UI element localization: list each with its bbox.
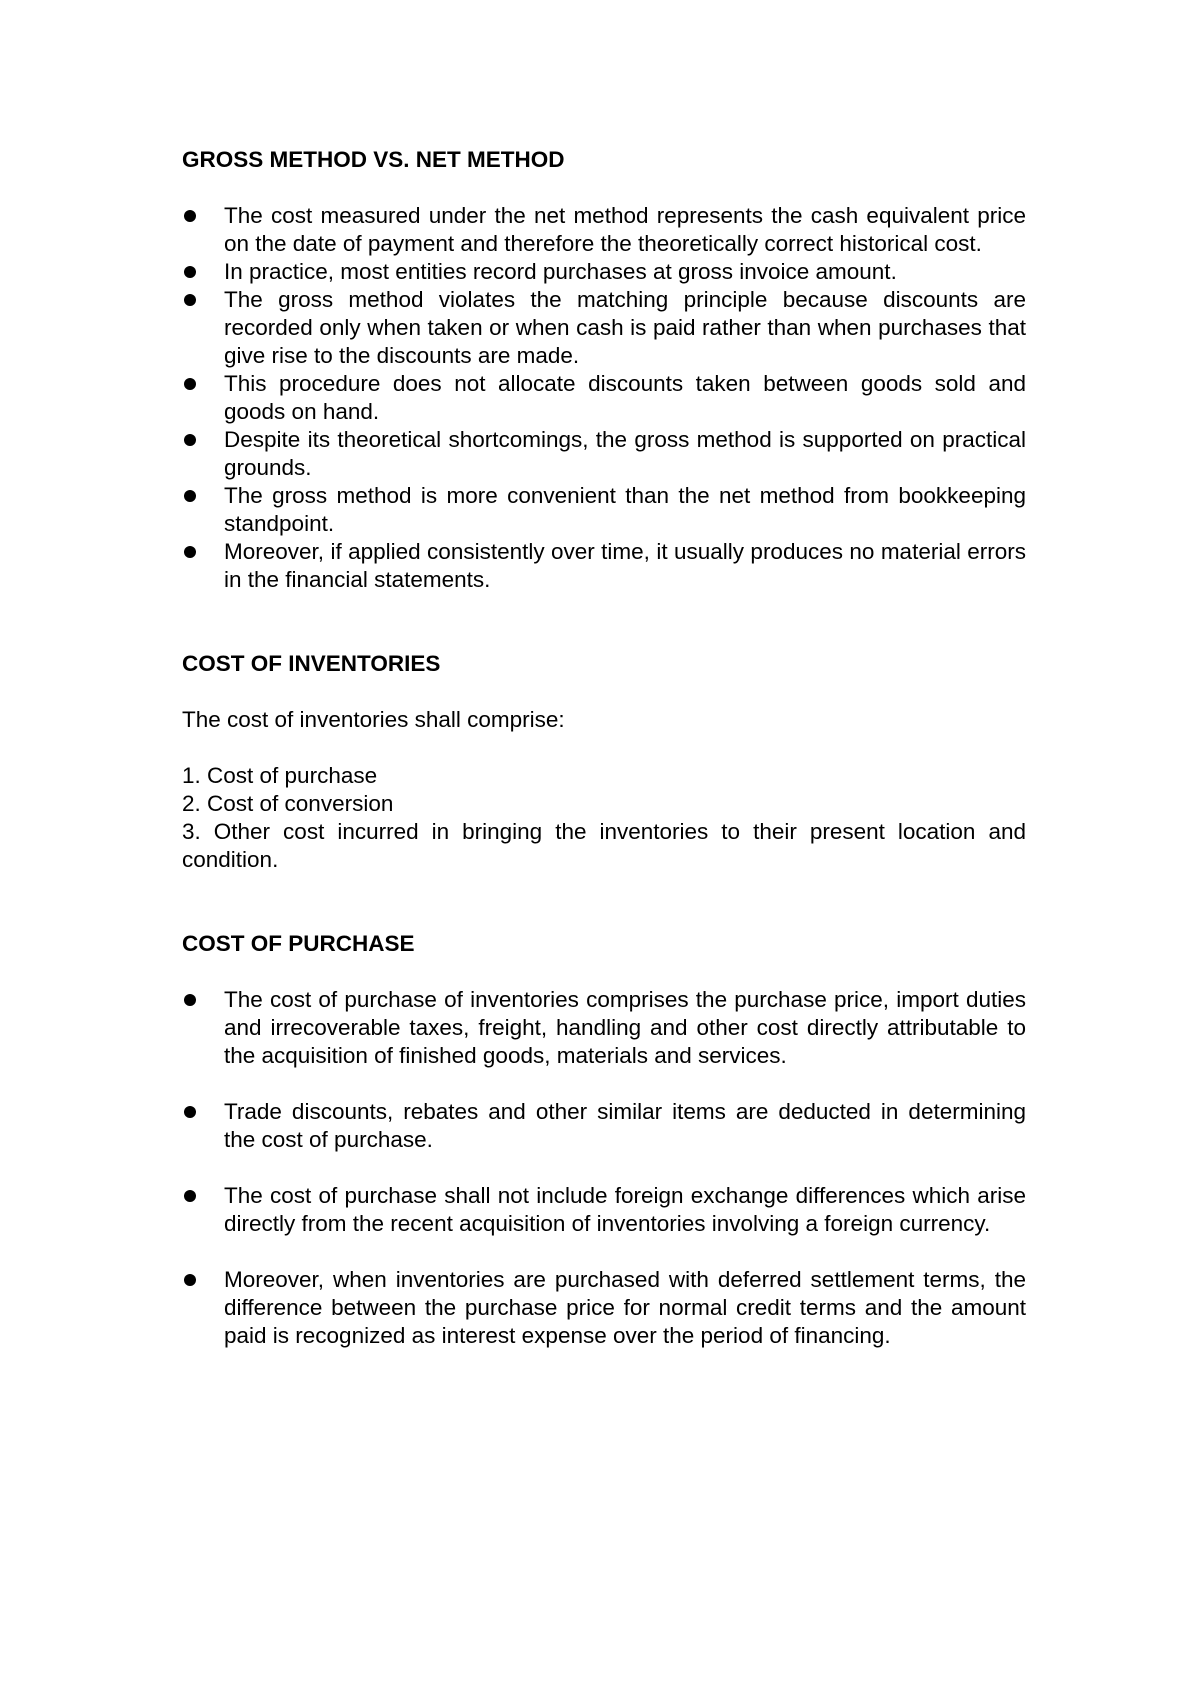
bullet-item	[182, 426, 1026, 482]
bullet-text: Moreover, if applied consistently over time, it usually produces no material errors in the financial statements.	[224, 539, 1026, 592]
bullet-text: The cost of purchase shall not include foreign exchange differences which arise directly from the recent acquisition of inventories involving a foreign currency.	[224, 1183, 1026, 1236]
bullet-text: Moreover, when inventories are purchased with deferred settlement terms, the difference between the purchase price for normal credit terms and the amount paid is recognized as interest expense over the period of financing.	[224, 1267, 1026, 1348]
numbered-item: 1. Cost of purchase	[182, 763, 378, 788]
bullet-icon	[184, 1190, 196, 1202]
bullet-item	[182, 1182, 1026, 1238]
bullet-item	[182, 370, 1026, 426]
bullet-icon	[184, 1274, 196, 1286]
bullet-icon	[184, 490, 196, 502]
bullet-item	[182, 538, 1026, 594]
bullet-icon	[184, 294, 196, 306]
bullet-text: In practice, most entities record purchases at gross invoice amount.	[224, 259, 897, 284]
bullet-icon	[184, 546, 196, 558]
numbered-list	[182, 762, 1026, 874]
bullet-text: This procedure does not allocate discounts taken between goods sold and goods on hand.	[224, 371, 1026, 424]
bullet-list	[182, 202, 1026, 594]
bullet-item	[182, 1098, 1026, 1154]
bullet-text: Despite its theoretical shortcomings, the gross method is supported on practical grounds.	[224, 427, 1026, 480]
section-heading: COST OF PURCHASE	[182, 931, 415, 956]
bullet-icon	[184, 994, 196, 1006]
bullet-text: The cost of purchase of inventories comprises the purchase price, import duties and irrecoverable taxes, freight, handling and other cost directly attributable to the acquisition of finished goods, materials and services.	[224, 987, 1026, 1068]
bullet-item	[182, 1266, 1026, 1350]
bullet-icon	[184, 266, 196, 278]
bullet-icon	[184, 434, 196, 446]
bullet-icon	[184, 210, 196, 222]
bullet-item	[182, 986, 1026, 1070]
bullet-item	[182, 482, 1026, 538]
section-gross-vs-net	[182, 146, 1026, 594]
document-page	[182, 146, 1026, 1350]
bullet-item	[182, 258, 1026, 286]
section-cost-of-inventories	[182, 650, 1026, 874]
bullet-item	[182, 202, 1026, 258]
bullet-item	[182, 286, 1026, 370]
bullet-text: The cost measured under the net method represents the cash equivalent price on the date of payment and therefore the theoretically correct historical cost.	[224, 203, 1026, 256]
section-cost-of-purchase	[182, 930, 1026, 1350]
bullet-icon	[184, 1106, 196, 1118]
section-heading: GROSS METHOD VS. NET METHOD	[182, 147, 565, 172]
numbered-item: 3. Other cost incurred in bringing the inventories to their present location and condition.	[182, 819, 1026, 872]
bullet-icon	[184, 378, 196, 390]
intro-paragraph: The cost of inventories shall comprise:	[182, 707, 565, 732]
bullet-text: The gross method violates the matching principle because discounts are recorded only when taken or when cash is paid rather than when purchases that give rise to the discounts are made.	[224, 287, 1026, 368]
numbered-item: 2. Cost of conversion	[182, 791, 394, 816]
bullet-text: Trade discounts, rebates and other similar items are deducted in determining the cost of purchase.	[224, 1099, 1026, 1152]
bullet-text: The gross method is more convenient than the net method from bookkeeping standpoint.	[224, 483, 1026, 536]
bullet-list	[182, 986, 1026, 1350]
section-heading: COST OF INVENTORIES	[182, 651, 441, 676]
